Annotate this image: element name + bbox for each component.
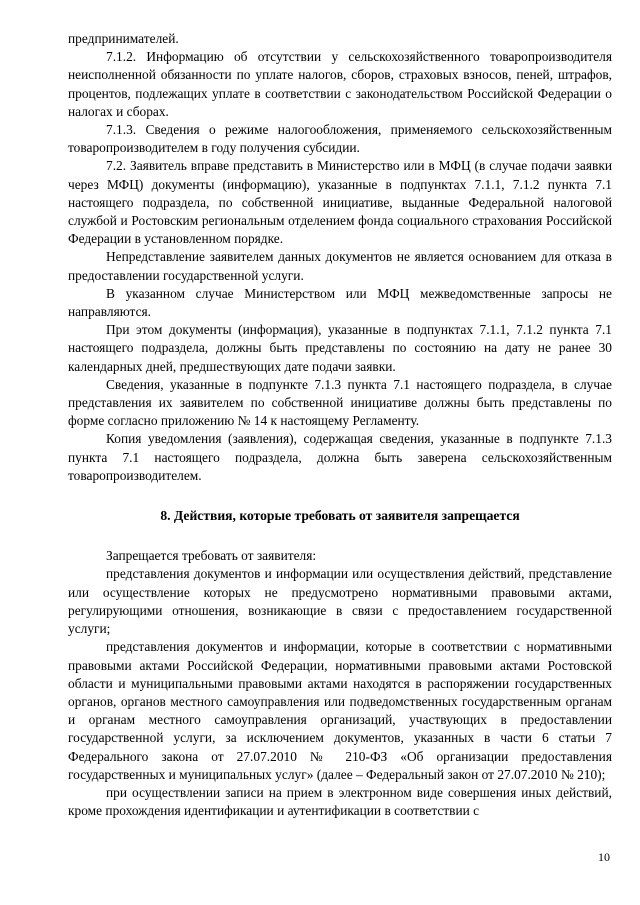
paragraph-prohibited-3: при осуществлении записи на прием в электронном виде совершения иных действий, кроме прохождения идентификации и аутентификации в соответствии с (68, 784, 612, 819)
section-heading: 8. Действия, которые требовать от заявителя запрещается (160, 508, 520, 524)
document-page (68, 30, 612, 820)
paragraph-7-2: 7.2. Заявитель вправе представить в Министерство или в МФЦ (в случае подачи заявки через МФЦ) документы (информацию), указанные в подпунктах 7.1.1, 7.1.2 пункта 7.1 настоящего подраздела, по собственной инициативе, выданные Федеральной налоговой службой и Ростовским региональным отделением фонда социального страхования Российской Федерации в установленном порядке. (68, 158, 612, 247)
paragraph-no-requests: В указанном случае Министерством или МФЦ межведомственные запросы не направляются. (68, 285, 612, 320)
paragraph-continuation: предпринимателей. (68, 31, 179, 46)
paragraph-7-1-2: 7.1.2. Информацию об отсутствии у сельскохозяйственного товаропроизводителя неисполненной обязанности по уплате налогов, сборов, страховых взносов, пеней, штрафов, процентов, подлежащих уплате в соответствии с законодательством Российской Федерации о налогах и сборах. (68, 49, 612, 119)
paragraph-prohibited-1: представления документов и информации или осуществления действий, представление или осуществление которых не предусмотрено нормативными правовыми актами, регулирующими отношения, возникающие в связи с предоставлением государственной услуги; (68, 566, 612, 637)
paragraph-copy-certification: Копия уведомления (заявления), содержащая сведения, указанные в подпункте 7.1.3 пункта 7.1 настоящего подраздела, должна быть заверена сельскохозяйственным товаропроизводителем. (68, 431, 612, 483)
paragraph-date-requirement: При этом документы (информация), указанные в подпунктах 7.1.1, 7.1.2 пункта 7.1 настоящего подраздела, должны быть представлены по состоянию на дату не ранее 30 календарных дней, предшествующих дате подачи заявки. (68, 322, 612, 374)
paragraph-prohibited-intro: Запрещается требовать от заявителя: (106, 548, 317, 564)
paragraph-non-submission: Непредставление заявителем данных документов не является основанием для отказа в предоставлении государственной услуги. (68, 249, 612, 283)
paragraph-7-1-3: 7.1.3. Сведения о режиме налогообложения, применяемого сельскохозяйственным товаропроизводителем в году получения субсидии. (68, 122, 612, 156)
page-number: 10 (598, 850, 610, 864)
paragraph-prohibited-2: представления документов и информации, которые в соответствии с нормативными правовыми актами Российской Федерации, нормативными правовыми актами Ростовской области и муниципальными правовыми актами находятся в распоряжении государственных органов, органов местного самоуправления или подведомственных государственным органам и органам местного самоуправления организаций, участвующих в предоставлении государственной услуги, за исключением документов, указанных в части 6 статьи 7 Федерального закона от 27.07.2010 № 210-ФЗ «Об организации предоставления государственных и муниципальных услуг» (далее – Федеральный закон от 27.07.2010 № 210); (68, 639, 612, 782)
paragraph-form-requirement: Сведения, указанные в подпункте 7.1.3 пункта 7.1 настоящего подраздела, в случае представления их заявителем по собственной инициативе должны быть представлены по форме согласно приложению № 14 к настоящему Регламенту. (68, 376, 612, 429)
